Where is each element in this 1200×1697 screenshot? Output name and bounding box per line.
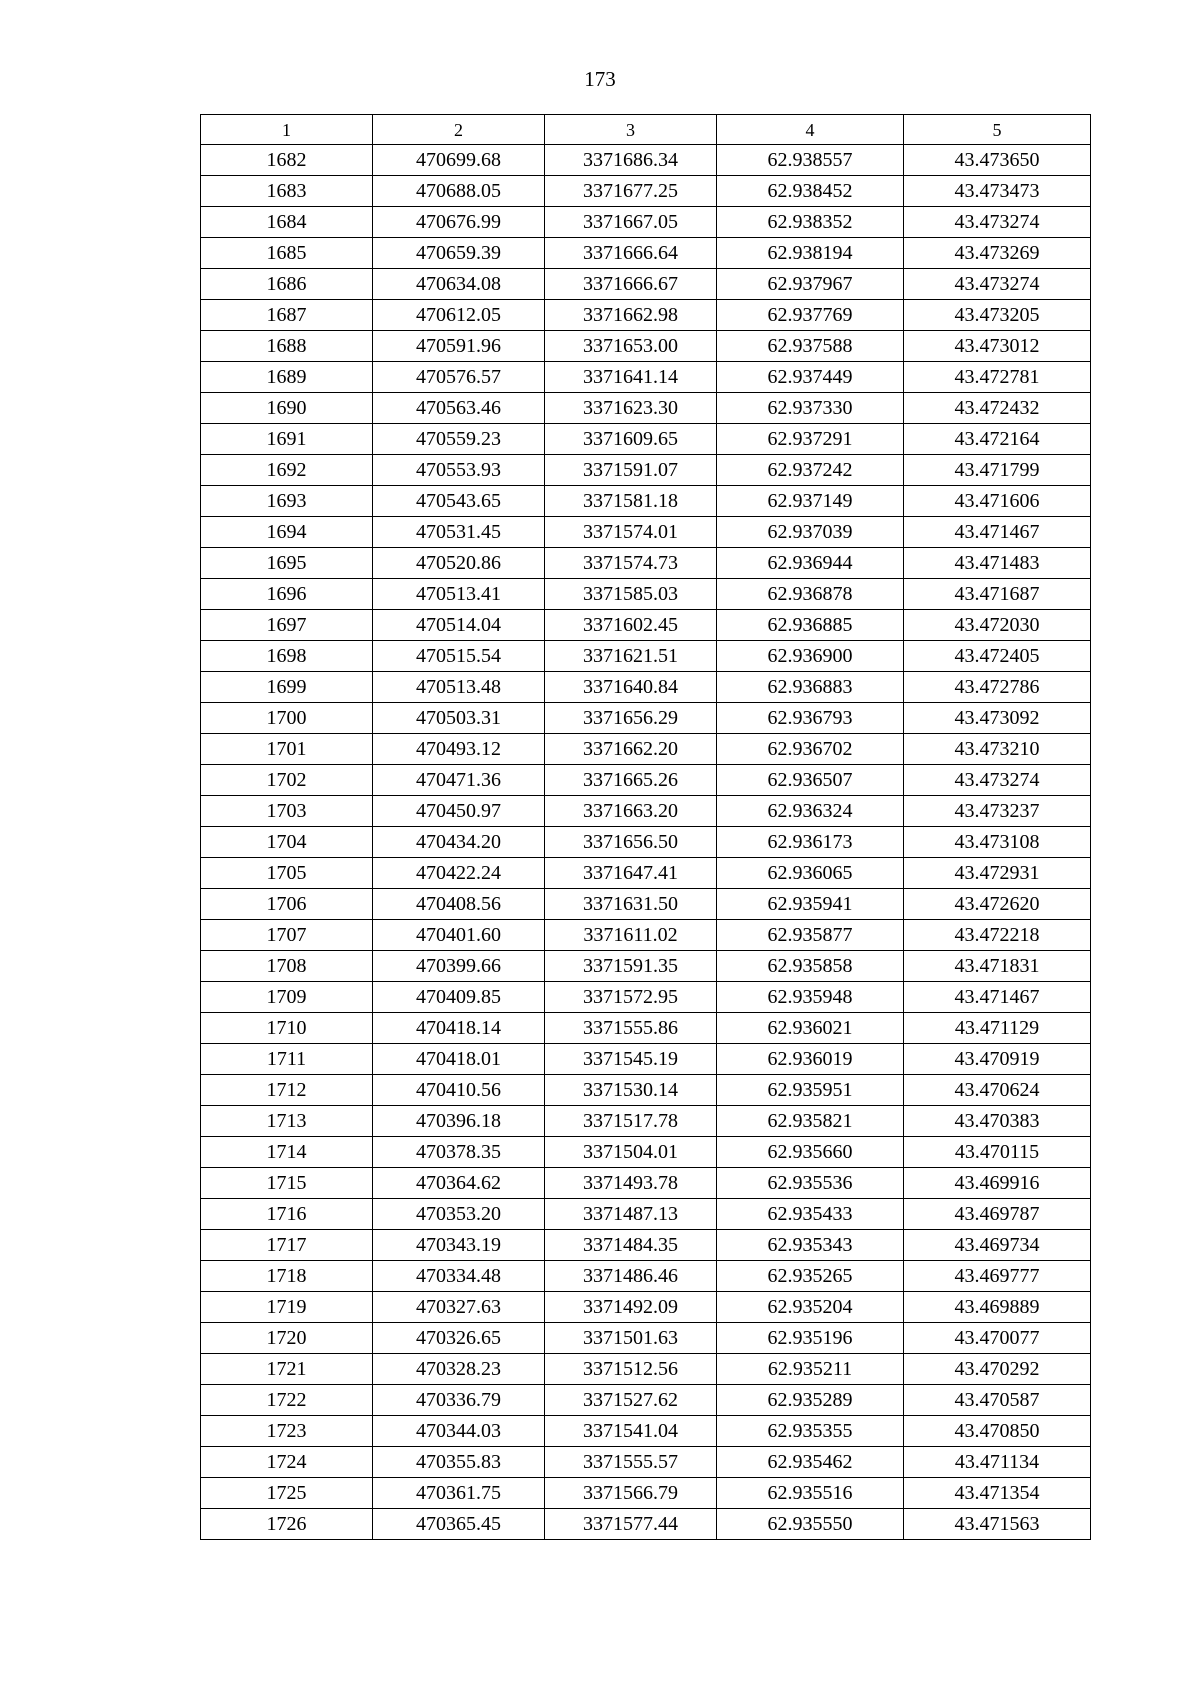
table-row xyxy=(201,610,1091,641)
table-cell-col-1: 1704 xyxy=(201,827,373,858)
table-cell-col-4: 62.937330 xyxy=(717,393,904,424)
table-cell-col-5: 43.473473 xyxy=(904,176,1091,207)
table-cell-col-3: 3371623.30 xyxy=(545,393,717,424)
table-cell-col-5: 43.471799 xyxy=(904,455,1091,486)
table-cell-col-2: 470676.99 xyxy=(373,207,545,238)
table-cell-col-3: 3371686.34 xyxy=(545,145,717,176)
table-cell-col-2: 470699.68 xyxy=(373,145,545,176)
table-cell-col-2: 470328.23 xyxy=(373,1354,545,1385)
table-cell-col-4: 62.937149 xyxy=(717,486,904,517)
table-cell-col-3: 3371653.00 xyxy=(545,331,717,362)
table-cell-col-4: 62.935343 xyxy=(717,1230,904,1261)
table-cell-col-4: 62.936878 xyxy=(717,579,904,610)
table-cell-col-1: 1689 xyxy=(201,362,373,393)
table-cell-col-3: 3371641.14 xyxy=(545,362,717,393)
table-cell-col-4: 62.938194 xyxy=(717,238,904,269)
coordinates-table xyxy=(200,114,1091,1540)
table-cell-col-4: 62.936793 xyxy=(717,703,904,734)
table-cell-col-2: 470326.65 xyxy=(373,1323,545,1354)
table-cell-col-5: 43.469916 xyxy=(904,1168,1091,1199)
table-row xyxy=(201,1013,1091,1044)
table-cell-col-2: 470401.60 xyxy=(373,920,545,951)
table-cell-col-3: 3371517.78 xyxy=(545,1106,717,1137)
table-cell-col-5: 43.469777 xyxy=(904,1261,1091,1292)
table-cell-col-4: 62.936944 xyxy=(717,548,904,579)
table-cell-col-1: 1700 xyxy=(201,703,373,734)
table-cell-col-4: 62.936883 xyxy=(717,672,904,703)
table-cell-col-4: 62.937769 xyxy=(717,300,904,331)
column-header-5: 5 xyxy=(904,115,1091,145)
table-cell-col-4: 62.935536 xyxy=(717,1168,904,1199)
table-cell-col-2: 470396.18 xyxy=(373,1106,545,1137)
table-row xyxy=(201,579,1091,610)
table-body xyxy=(201,145,1091,1540)
table-cell-col-2: 470471.36 xyxy=(373,765,545,796)
table-cell-col-1: 1688 xyxy=(201,331,373,362)
table-cell-col-5: 43.472931 xyxy=(904,858,1091,889)
table-cell-col-2: 470634.08 xyxy=(373,269,545,300)
table-row xyxy=(201,920,1091,951)
table-cell-col-5: 43.472432 xyxy=(904,393,1091,424)
table-cell-col-2: 470543.65 xyxy=(373,486,545,517)
table-cell-col-1: 1705 xyxy=(201,858,373,889)
table-cell-col-2: 470493.12 xyxy=(373,734,545,765)
table-row xyxy=(201,951,1091,982)
table-cell-col-2: 470364.62 xyxy=(373,1168,545,1199)
table-row xyxy=(201,1385,1091,1416)
table-cell-col-1: 1712 xyxy=(201,1075,373,1106)
table-cell-col-2: 470659.39 xyxy=(373,238,545,269)
table-cell-col-5: 43.473274 xyxy=(904,765,1091,796)
table-row xyxy=(201,672,1091,703)
table-cell-col-3: 3371611.02 xyxy=(545,920,717,951)
table-cell-col-5: 43.470077 xyxy=(904,1323,1091,1354)
table-cell-col-2: 470422.24 xyxy=(373,858,545,889)
table-cell-col-4: 62.937291 xyxy=(717,424,904,455)
table-cell-col-4: 62.938352 xyxy=(717,207,904,238)
table-cell-col-5: 43.472164 xyxy=(904,424,1091,455)
table-cell-col-2: 470408.56 xyxy=(373,889,545,920)
table-row xyxy=(201,300,1091,331)
table-cell-col-4: 62.935660 xyxy=(717,1137,904,1168)
table-cell-col-1: 1690 xyxy=(201,393,373,424)
table-cell-col-1: 1697 xyxy=(201,610,373,641)
table-cell-col-3: 3371555.86 xyxy=(545,1013,717,1044)
table-cell-col-3: 3371486.46 xyxy=(545,1261,717,1292)
table-cell-col-4: 62.935204 xyxy=(717,1292,904,1323)
table-cell-col-3: 3371677.25 xyxy=(545,176,717,207)
table-row xyxy=(201,548,1091,579)
table-cell-col-2: 470434.20 xyxy=(373,827,545,858)
table-row xyxy=(201,331,1091,362)
table-cell-col-5: 43.470292 xyxy=(904,1354,1091,1385)
table-cell-col-3: 3371577.44 xyxy=(545,1509,717,1540)
table-cell-col-5: 43.473237 xyxy=(904,796,1091,827)
table-cell-col-1: 1710 xyxy=(201,1013,373,1044)
table-cell-col-1: 1706 xyxy=(201,889,373,920)
table-cell-col-2: 470515.54 xyxy=(373,641,545,672)
table-cell-col-4: 62.937967 xyxy=(717,269,904,300)
table-cell-col-2: 470336.79 xyxy=(373,1385,545,1416)
table-cell-col-4: 62.936324 xyxy=(717,796,904,827)
table-cell-col-5: 43.469734 xyxy=(904,1230,1091,1261)
table-cell-col-1: 1696 xyxy=(201,579,373,610)
table-cell-col-1: 1698 xyxy=(201,641,373,672)
table-cell-col-1: 1726 xyxy=(201,1509,373,1540)
table-cell-col-5: 43.470115 xyxy=(904,1137,1091,1168)
table-cell-col-2: 470576.57 xyxy=(373,362,545,393)
table-cell-col-4: 62.936019 xyxy=(717,1044,904,1075)
table-cell-col-2: 470334.48 xyxy=(373,1261,545,1292)
table-cell-col-4: 62.935858 xyxy=(717,951,904,982)
table-cell-col-1: 1722 xyxy=(201,1385,373,1416)
table-cell-col-5: 43.472781 xyxy=(904,362,1091,393)
table-cell-col-1: 1721 xyxy=(201,1354,373,1385)
table-row xyxy=(201,889,1091,920)
table-cell-col-3: 3371484.35 xyxy=(545,1230,717,1261)
table-header xyxy=(201,115,1091,145)
table-cell-col-5: 43.471831 xyxy=(904,951,1091,982)
table-cell-col-4: 62.938452 xyxy=(717,176,904,207)
table-cell-col-3: 3371662.98 xyxy=(545,300,717,331)
table-cell-col-3: 3371665.26 xyxy=(545,765,717,796)
table-cell-col-1: 1717 xyxy=(201,1230,373,1261)
table-cell-col-1: 1687 xyxy=(201,300,373,331)
table-cell-col-2: 470591.96 xyxy=(373,331,545,362)
table-cell-col-3: 3371572.95 xyxy=(545,982,717,1013)
table-cell-col-4: 62.937242 xyxy=(717,455,904,486)
table-cell-col-3: 3371512.56 xyxy=(545,1354,717,1385)
table-cell-col-3: 3371492.09 xyxy=(545,1292,717,1323)
table-cell-col-1: 1699 xyxy=(201,672,373,703)
table-cell-col-4: 62.936885 xyxy=(717,610,904,641)
table-cell-col-5: 43.471129 xyxy=(904,1013,1091,1044)
table-cell-col-2: 470450.97 xyxy=(373,796,545,827)
table-cell-col-1: 1683 xyxy=(201,176,373,207)
table-cell-col-5: 43.472620 xyxy=(904,889,1091,920)
table-cell-col-3: 3371555.57 xyxy=(545,1447,717,1478)
table-row xyxy=(201,1044,1091,1075)
table-cell-col-5: 43.473274 xyxy=(904,269,1091,300)
table-cell-col-3: 3371527.62 xyxy=(545,1385,717,1416)
column-header-1: 1 xyxy=(201,115,373,145)
table-cell-col-1: 1724 xyxy=(201,1447,373,1478)
table-cell-col-5: 43.470587 xyxy=(904,1385,1091,1416)
table-cell-col-1: 1713 xyxy=(201,1106,373,1137)
table-cell-col-5: 43.471467 xyxy=(904,517,1091,548)
table-row xyxy=(201,703,1091,734)
table-cell-col-1: 1715 xyxy=(201,1168,373,1199)
table-cell-col-2: 470410.56 xyxy=(373,1075,545,1106)
table-cell-col-1: 1720 xyxy=(201,1323,373,1354)
table-row xyxy=(201,1261,1091,1292)
table-cell-col-2: 470503.31 xyxy=(373,703,545,734)
table-cell-col-3: 3371662.20 xyxy=(545,734,717,765)
table-cell-col-4: 62.935289 xyxy=(717,1385,904,1416)
table-cell-col-4: 62.936900 xyxy=(717,641,904,672)
table-cell-col-1: 1685 xyxy=(201,238,373,269)
table-cell-col-3: 3371656.29 xyxy=(545,703,717,734)
table-cell-col-1: 1708 xyxy=(201,951,373,982)
table-cell-col-3: 3371667.05 xyxy=(545,207,717,238)
table-row xyxy=(201,1137,1091,1168)
table-cell-col-4: 62.937449 xyxy=(717,362,904,393)
table-cell-col-5: 43.472405 xyxy=(904,641,1091,672)
table-cell-col-3: 3371621.51 xyxy=(545,641,717,672)
table-row xyxy=(201,486,1091,517)
table-cell-col-3: 3371585.03 xyxy=(545,579,717,610)
table-cell-col-1: 1709 xyxy=(201,982,373,1013)
table-row xyxy=(201,207,1091,238)
table-cell-col-2: 470344.03 xyxy=(373,1416,545,1447)
table-cell-col-2: 470513.41 xyxy=(373,579,545,610)
table-cell-col-3: 3371591.07 xyxy=(545,455,717,486)
table-cell-col-5: 43.473650 xyxy=(904,145,1091,176)
table-cell-col-1: 1701 xyxy=(201,734,373,765)
table-cell-col-4: 62.937588 xyxy=(717,331,904,362)
table-cell-col-3: 3371530.14 xyxy=(545,1075,717,1106)
table-row xyxy=(201,796,1091,827)
table-cell-col-3: 3371541.04 xyxy=(545,1416,717,1447)
table-row xyxy=(201,238,1091,269)
table-cell-col-2: 470365.45 xyxy=(373,1509,545,1540)
table-row xyxy=(201,641,1091,672)
table-cell-col-5: 43.471563 xyxy=(904,1509,1091,1540)
table-cell-col-2: 470563.46 xyxy=(373,393,545,424)
table-cell-col-5: 43.473092 xyxy=(904,703,1091,734)
table-cell-col-5: 43.471687 xyxy=(904,579,1091,610)
table-cell-col-1: 1707 xyxy=(201,920,373,951)
table-cell-col-1: 1711 xyxy=(201,1044,373,1075)
table-row xyxy=(201,827,1091,858)
table-row xyxy=(201,517,1091,548)
table-row xyxy=(201,765,1091,796)
table-cell-col-3: 3371581.18 xyxy=(545,486,717,517)
table-cell-col-3: 3371545.19 xyxy=(545,1044,717,1075)
table-cell-col-4: 62.936702 xyxy=(717,734,904,765)
table-row xyxy=(201,455,1091,486)
table-cell-col-2: 470353.20 xyxy=(373,1199,545,1230)
table-cell-col-5: 43.473274 xyxy=(904,207,1091,238)
table-row xyxy=(201,362,1091,393)
table-cell-col-3: 3371640.84 xyxy=(545,672,717,703)
table-cell-col-5: 43.470383 xyxy=(904,1106,1091,1137)
table-cell-col-3: 3371504.01 xyxy=(545,1137,717,1168)
table-cell-col-4: 62.935265 xyxy=(717,1261,904,1292)
table-cell-col-4: 62.936173 xyxy=(717,827,904,858)
table-row xyxy=(201,734,1091,765)
table-cell-col-4: 62.935951 xyxy=(717,1075,904,1106)
table-cell-col-1: 1723 xyxy=(201,1416,373,1447)
table-row xyxy=(201,1478,1091,1509)
table-cell-col-3: 3371602.45 xyxy=(545,610,717,641)
table-row xyxy=(201,1354,1091,1385)
table-cell-col-1: 1695 xyxy=(201,548,373,579)
table-cell-col-5: 43.472786 xyxy=(904,672,1091,703)
table-cell-col-2: 470612.05 xyxy=(373,300,545,331)
table-cell-col-4: 62.935877 xyxy=(717,920,904,951)
table-cell-col-2: 470418.14 xyxy=(373,1013,545,1044)
header-row xyxy=(201,115,1091,145)
table-row xyxy=(201,1323,1091,1354)
table-cell-col-3: 3371591.35 xyxy=(545,951,717,982)
table-cell-col-4: 62.938557 xyxy=(717,145,904,176)
table-cell-col-4: 62.936065 xyxy=(717,858,904,889)
table-row xyxy=(201,858,1091,889)
table-cell-col-1: 1716 xyxy=(201,1199,373,1230)
table-cell-col-3: 3371574.01 xyxy=(545,517,717,548)
column-header-3: 3 xyxy=(545,115,717,145)
table-cell-col-5: 43.472218 xyxy=(904,920,1091,951)
table-row xyxy=(201,1292,1091,1323)
table-cell-col-5: 43.473012 xyxy=(904,331,1091,362)
table-cell-col-1: 1702 xyxy=(201,765,373,796)
table-cell-col-5: 43.471354 xyxy=(904,1478,1091,1509)
table-cell-col-5: 43.473269 xyxy=(904,238,1091,269)
table-cell-col-5: 43.471483 xyxy=(904,548,1091,579)
table-cell-col-5: 43.472030 xyxy=(904,610,1091,641)
table-cell-col-1: 1691 xyxy=(201,424,373,455)
table-cell-col-3: 3371656.50 xyxy=(545,827,717,858)
table-cell-col-5: 43.473210 xyxy=(904,734,1091,765)
table-cell-col-3: 3371574.73 xyxy=(545,548,717,579)
table-row xyxy=(201,1509,1091,1540)
table-cell-col-5: 43.471134 xyxy=(904,1447,1091,1478)
table-cell-col-1: 1686 xyxy=(201,269,373,300)
table-cell-col-4: 62.935196 xyxy=(717,1323,904,1354)
table-cell-col-5: 43.471606 xyxy=(904,486,1091,517)
table-cell-col-4: 62.935948 xyxy=(717,982,904,1013)
table-cell-col-2: 470514.04 xyxy=(373,610,545,641)
table-cell-col-1: 1703 xyxy=(201,796,373,827)
table-cell-col-3: 3371566.79 xyxy=(545,1478,717,1509)
table-cell-col-1: 1714 xyxy=(201,1137,373,1168)
table-cell-col-2: 470361.75 xyxy=(373,1478,545,1509)
table-cell-col-2: 470513.48 xyxy=(373,672,545,703)
table-cell-col-1: 1693 xyxy=(201,486,373,517)
table-cell-col-5: 43.470919 xyxy=(904,1044,1091,1075)
table-cell-col-2: 470355.83 xyxy=(373,1447,545,1478)
table-cell-col-4: 62.936021 xyxy=(717,1013,904,1044)
table-cell-col-1: 1694 xyxy=(201,517,373,548)
table-row xyxy=(201,1199,1091,1230)
table-cell-col-2: 470409.85 xyxy=(373,982,545,1013)
table-cell-col-2: 470520.86 xyxy=(373,548,545,579)
table-cell-col-3: 3371663.20 xyxy=(545,796,717,827)
table-cell-col-1: 1692 xyxy=(201,455,373,486)
table-cell-col-3: 3371501.63 xyxy=(545,1323,717,1354)
table-cell-col-2: 470399.66 xyxy=(373,951,545,982)
table-row xyxy=(201,1075,1091,1106)
table-row xyxy=(201,1106,1091,1137)
table-row xyxy=(201,269,1091,300)
table-cell-col-1: 1682 xyxy=(201,145,373,176)
table-cell-col-4: 62.935550 xyxy=(717,1509,904,1540)
table-row xyxy=(201,1447,1091,1478)
column-header-4: 4 xyxy=(717,115,904,145)
table-row xyxy=(201,145,1091,176)
table-cell-col-1: 1718 xyxy=(201,1261,373,1292)
table-cell-col-4: 62.935211 xyxy=(717,1354,904,1385)
table-cell-col-5: 43.470850 xyxy=(904,1416,1091,1447)
table-cell-col-1: 1719 xyxy=(201,1292,373,1323)
table-cell-col-2: 470559.23 xyxy=(373,424,545,455)
table-cell-col-2: 470418.01 xyxy=(373,1044,545,1075)
table-row xyxy=(201,424,1091,455)
table-cell-col-3: 3371631.50 xyxy=(545,889,717,920)
table-cell-col-3: 3371666.67 xyxy=(545,269,717,300)
table-cell-col-3: 3371493.78 xyxy=(545,1168,717,1199)
table-cell-col-1: 1725 xyxy=(201,1478,373,1509)
table-cell-col-5: 43.469787 xyxy=(904,1199,1091,1230)
table-cell-col-4: 62.935355 xyxy=(717,1416,904,1447)
table-cell-col-4: 62.937039 xyxy=(717,517,904,548)
table-cell-col-3: 3371609.65 xyxy=(545,424,717,455)
table-cell-col-2: 470343.19 xyxy=(373,1230,545,1261)
table-cell-col-5: 43.470624 xyxy=(904,1075,1091,1106)
table-cell-col-4: 62.935433 xyxy=(717,1199,904,1230)
table-row xyxy=(201,1168,1091,1199)
table-cell-col-4: 62.936507 xyxy=(717,765,904,796)
table-cell-col-5: 43.473108 xyxy=(904,827,1091,858)
table-cell-col-4: 62.935941 xyxy=(717,889,904,920)
table-row xyxy=(201,1416,1091,1447)
table-cell-col-4: 62.935516 xyxy=(717,1478,904,1509)
table-cell-col-2: 470327.63 xyxy=(373,1292,545,1323)
table-cell-col-3: 3371666.64 xyxy=(545,238,717,269)
table-cell-col-1: 1684 xyxy=(201,207,373,238)
table-cell-col-5: 43.471467 xyxy=(904,982,1091,1013)
table-row xyxy=(201,393,1091,424)
table-cell-col-3: 3371487.13 xyxy=(545,1199,717,1230)
table-row xyxy=(201,176,1091,207)
table-cell-col-2: 470531.45 xyxy=(373,517,545,548)
table-cell-col-4: 62.935462 xyxy=(717,1447,904,1478)
table-cell-col-2: 470553.93 xyxy=(373,455,545,486)
page-number: 173 xyxy=(584,67,616,91)
table-cell-col-5: 43.473205 xyxy=(904,300,1091,331)
table-cell-col-3: 3371647.41 xyxy=(545,858,717,889)
table-cell-col-2: 470378.35 xyxy=(373,1137,545,1168)
table-row xyxy=(201,982,1091,1013)
table-cell-col-4: 62.935821 xyxy=(717,1106,904,1137)
table-cell-col-2: 470688.05 xyxy=(373,176,545,207)
table-cell-col-5: 43.469889 xyxy=(904,1292,1091,1323)
table-row xyxy=(201,1230,1091,1261)
column-header-2: 2 xyxy=(373,115,545,145)
